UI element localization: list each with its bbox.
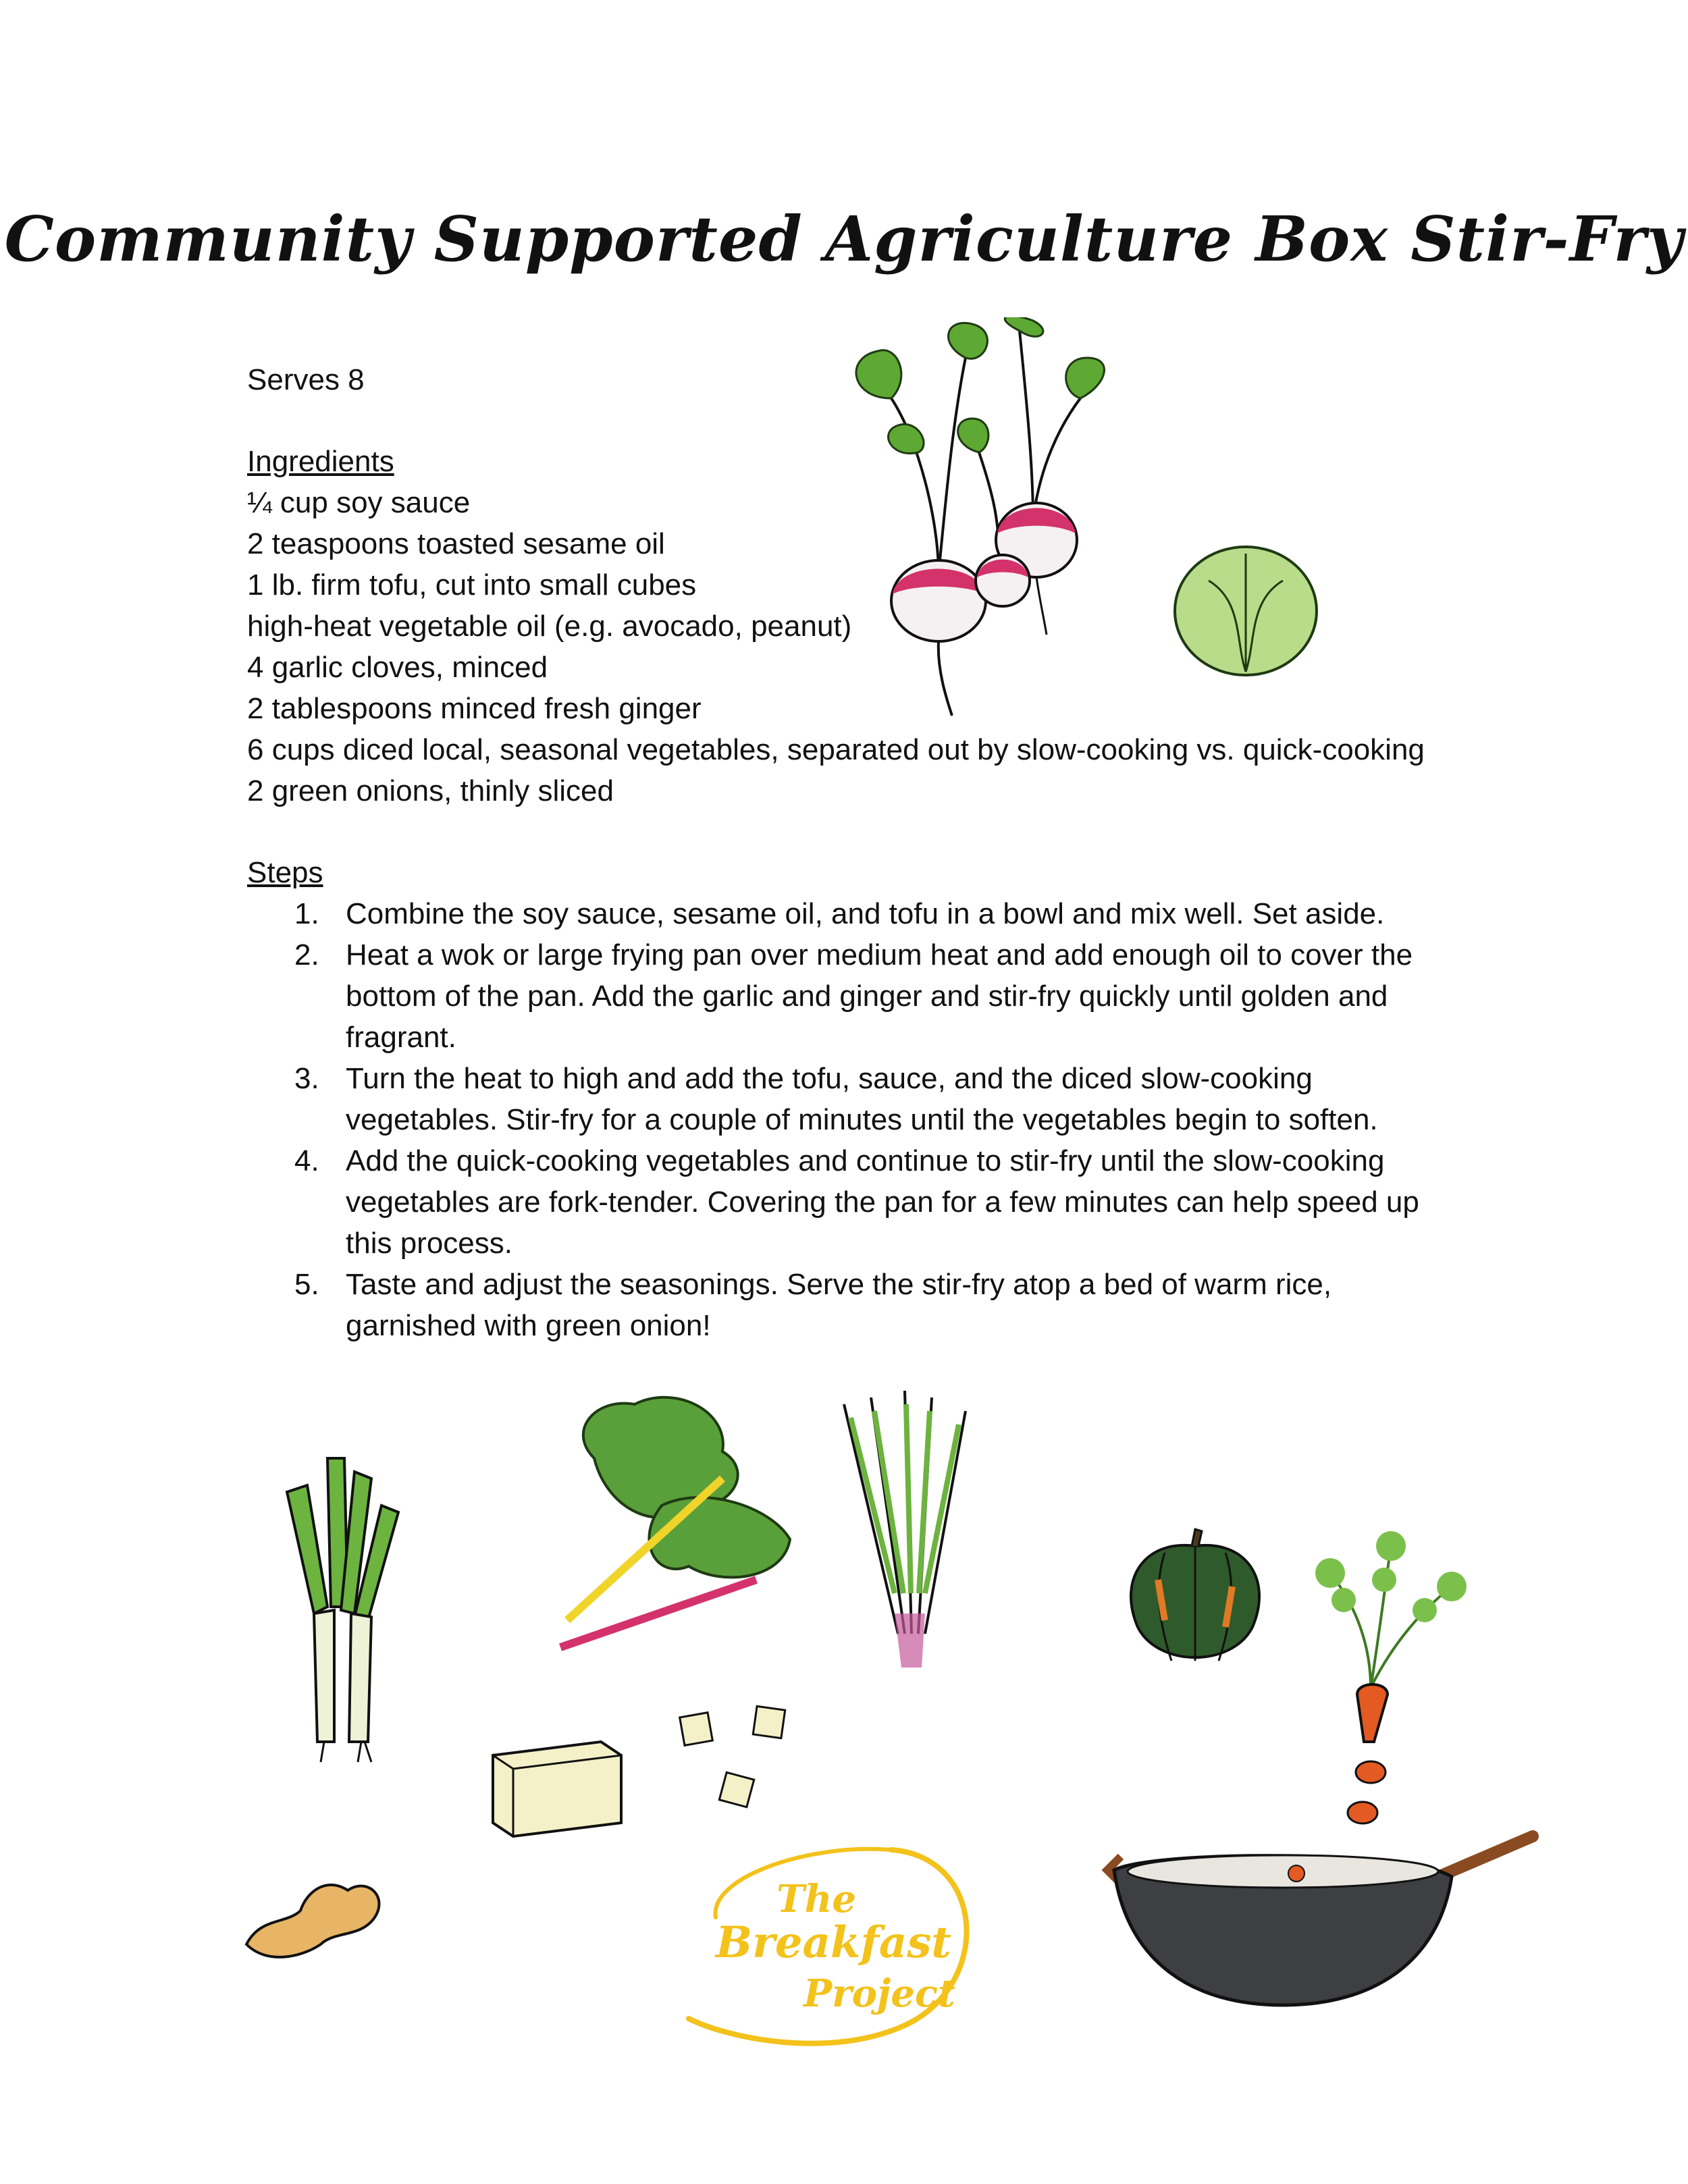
wok-illustration <box>1101 1830 1539 2012</box>
leek-illustration <box>267 1445 422 1782</box>
carrot-illustration <box>1303 1526 1479 1830</box>
cabbage-illustration <box>1168 540 1323 682</box>
logo-text-line1: The <box>776 1877 857 1921</box>
steps-list <box>247 893 1429 1346</box>
steps-heading: Steps <box>247 856 323 889</box>
ingredient-item: 2 tablespoons minced fresh ginger <box>247 692 702 725</box>
step-number: 3. <box>294 1062 319 1095</box>
radish-illustration <box>837 317 1121 722</box>
step-item <box>247 1264 1429 1346</box>
ingredient-item: high-heat vegetable oil (e.g. avocado, peanut) <box>247 610 852 643</box>
squash-illustration <box>1117 1526 1273 1674</box>
ingredient-item: 1 lb. firm tofu, cut into small cubes <box>247 568 697 602</box>
ingredient-item: ¼ cup soy sauce <box>247 486 471 519</box>
ingredient-item: 2 teaspoons toasted sesame oil <box>247 527 665 560</box>
step-text: Heat a wok or large frying pan over medium heat and add enough oil to cover the bottom of the pan. Add the garlic and ginger and stir-fry quickly until golden and fragrant. <box>346 938 1413 1054</box>
step-item <box>247 1058 1429 1140</box>
step-number: 2. <box>294 938 319 971</box>
tofu-cubes-illustration <box>675 1701 810 1823</box>
step-number: 5. <box>294 1268 319 1301</box>
step-item <box>247 1140 1429 1264</box>
ingredient-item: 6 cups diced local, seasonal vegetables, separated out by slow-cooking vs. quick-cooking <box>247 733 1425 766</box>
ingredient-item: 4 garlic cloves, minced <box>247 651 548 684</box>
step-item <box>247 934 1429 1058</box>
step-number: 4. <box>294 1144 319 1177</box>
page-title: Community Supported Agriculture Box Stir-Fry <box>4 203 1684 275</box>
ingredients-heading: Ingredients <box>247 445 394 478</box>
logo-text-line3: Project <box>803 1971 955 2016</box>
step-number: 1. <box>294 897 319 930</box>
step-text: Add the quick-cooking vegetables and continue to stir-fry until the slow-cooking vegetables are fork-tender. Covering the pan for a few minutes can help speed up this process. <box>346 1144 1419 1260</box>
green-onion-illustration <box>830 1391 986 1674</box>
step-text: Taste and adjust the seasonings. Serve the stir-fry atop a bed of warm rice, garnished with green onion! <box>346 1268 1332 1342</box>
step-item <box>247 893 1429 934</box>
ingredient-item: 2 green onions, thinly sliced <box>247 774 614 807</box>
breakfast-project-logo <box>675 1836 1026 2059</box>
ginger-illustration <box>240 1863 395 1965</box>
step-text: Combine the soy sauce, sesame oil, and tofu in a bowl and mix well. Set aside. <box>346 897 1385 930</box>
chard-illustration <box>554 1391 810 1654</box>
step-text: Turn the heat to high and add the tofu, sauce, and the diced slow-cooking vegetables. Stir-fry for a couple of minutes until the vegetables begin to soften. <box>346 1062 1378 1136</box>
tofu-block-illustration <box>486 1728 628 1843</box>
serves-text: Serves 8 <box>247 363 365 396</box>
logo-text-line2: Breakfast <box>716 1917 951 1968</box>
